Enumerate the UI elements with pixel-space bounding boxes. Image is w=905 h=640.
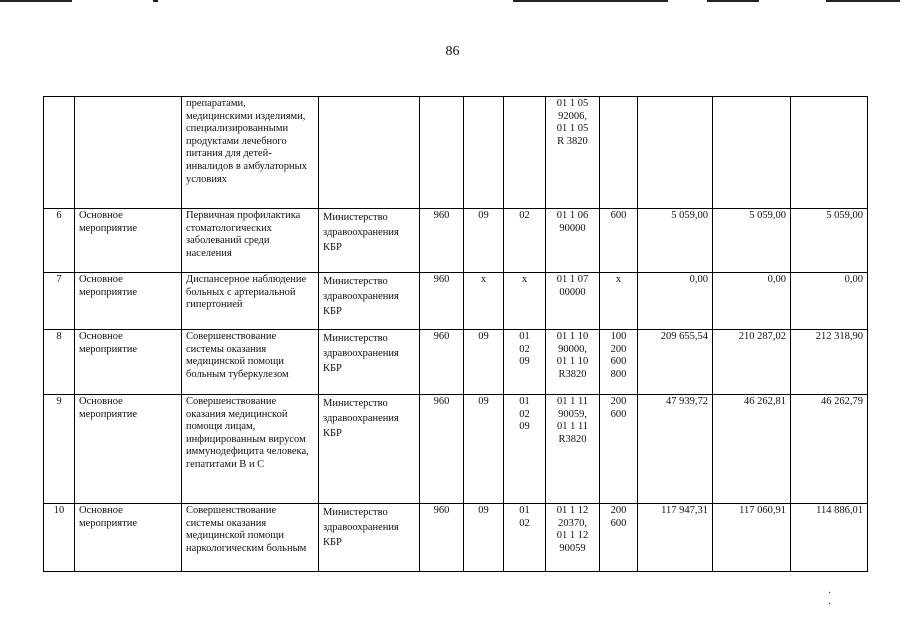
cell-amount-3 <box>791 97 868 209</box>
cell-podrazdel-line: 09 <box>519 356 530 368</box>
cell-expense-type <box>600 209 638 273</box>
cell-grbs: 960 <box>420 273 464 330</box>
cell-grbs: 960 <box>420 330 464 395</box>
cell-number: 10 <box>44 504 75 572</box>
cell-razdel: 09 <box>464 209 504 273</box>
cell-amount-1: 117 947,31 <box>638 504 713 572</box>
cell-grbs: 960 <box>420 395 464 504</box>
cell-target-article <box>546 273 600 330</box>
cell-responsible: Министерство здравоохранения КБР <box>319 504 420 572</box>
table-row <box>44 330 868 395</box>
cell-target-article-line: 90000, <box>558 343 587 355</box>
cell-expense-type-line: х <box>615 274 622 285</box>
cell-grbs: 960 <box>420 209 464 273</box>
cell-razdel: 09 <box>464 504 504 572</box>
cell-number: 7 <box>44 273 75 330</box>
cell-expense-type-line: 600 <box>610 210 627 221</box>
cell-event-name: Диспансерное наблюдение больных с артериальной гипертонией <box>182 273 319 330</box>
cell-podrazdel-line: 02 <box>519 343 530 355</box>
cell-target-article-line: R3820 <box>558 433 587 445</box>
cell-expense-type <box>600 395 638 504</box>
cell-amount-1 <box>638 97 713 209</box>
cell-podrazdel: 02 <box>504 209 546 273</box>
cell-target-article-line: 01 1 11 <box>556 396 589 407</box>
cell-grbs: 960 <box>420 504 464 572</box>
cell-podrazdel-line: 09 <box>519 421 530 433</box>
cell-podrazdel <box>504 395 546 504</box>
cell-target-article-line: 90059, <box>558 408 587 420</box>
cell-event-name: Совершенствование системы оказания медицинской помощи наркологическим больным <box>182 504 319 572</box>
cell-number: 9 <box>44 395 75 504</box>
cell-podrazdel <box>504 330 546 395</box>
cell-event-name: Первичная профилактика стоматологических заболеваний среди населения <box>182 209 319 273</box>
budget-table <box>43 96 868 572</box>
cell-number: 6 <box>44 209 75 273</box>
cell-razdel <box>464 97 504 209</box>
cell-responsible: Министерство здравоохранения КБР <box>319 209 420 273</box>
cell-amount-3: 114 886,01 <box>791 504 868 572</box>
cell-podrazdel-line: 02 <box>519 517 530 529</box>
cell-target-article <box>546 330 600 395</box>
cell-event-type: Основное мероприятие <box>75 395 182 504</box>
table-body <box>44 97 868 572</box>
cell-amount-1: 0,00 <box>638 273 713 330</box>
cell-expense-type-line: 800 <box>610 368 627 380</box>
cell-razdel: 09 <box>464 330 504 395</box>
cell-event-name: препаратами, медицинскими изделиями, специализированными продуктами лечебного питания для детей-инвалидов в амбулаторных условиях <box>182 97 319 209</box>
cell-grbs <box>420 97 464 209</box>
cell-target-article-line: 01 1 10 <box>556 331 589 342</box>
cell-expense-type-line: 200 <box>610 396 627 407</box>
cell-target-article <box>546 209 600 273</box>
cell-event-name: Совершенствование системы оказания медицинской помощи больным туберкулезом <box>182 330 319 395</box>
cell-target-article-line: 01 1 12 <box>556 530 589 542</box>
scan-artifact-line <box>0 0 72 2</box>
cell-amount-1: 5 059,00 <box>638 209 713 273</box>
cell-target-article-line: 90000 <box>559 222 586 234</box>
cell-target-article-line: 00000 <box>559 286 586 298</box>
cell-amount-3: 212 318,90 <box>791 330 868 395</box>
cell-event-type: Основное мероприятие <box>75 273 182 330</box>
cell-target-article-line: 90059 <box>559 542 586 554</box>
cell-expense-type-line: 200 <box>610 343 627 355</box>
cell-expense-type-line: 600 <box>610 356 627 368</box>
cell-podrazdel-line: 01 <box>519 396 530 407</box>
cell-expense-type <box>600 504 638 572</box>
cell-amount-3: 0,00 <box>791 273 868 330</box>
cell-expense-type-line: 200 <box>610 505 627 516</box>
cell-podrazdel <box>504 504 546 572</box>
cell-razdel: х <box>464 273 504 330</box>
scan-artifact-line <box>513 0 668 2</box>
cell-target-article-line: 92006, <box>558 110 587 122</box>
cell-responsible: Министерство здравоохранения КБР <box>319 395 420 504</box>
cell-number: 8 <box>44 330 75 395</box>
cell-podrazdel-line: 01 <box>519 331 530 342</box>
cell-amount-3: 5 059,00 <box>791 209 868 273</box>
cell-number <box>44 97 75 209</box>
cell-target-article <box>546 395 600 504</box>
cell-event-type: Основное мероприятие <box>75 330 182 395</box>
table-row <box>44 395 868 504</box>
cell-target-article-line: 01 1 05 <box>556 98 589 109</box>
cell-podrazdel <box>504 97 546 209</box>
cell-podrazdel-line: 01 <box>519 505 530 516</box>
cell-target-article-line: 01 1 07 <box>556 274 589 285</box>
scan-artifact-dash <box>153 0 158 2</box>
cell-expense-type-line: 600 <box>610 408 627 420</box>
cell-amount-2: 5 059,00 <box>713 209 791 273</box>
cell-target-article-line: 01 1 06 <box>556 210 589 221</box>
cell-target-article-line: 01 1 05 <box>556 123 589 135</box>
cell-podrazdel: х <box>504 273 546 330</box>
page-number: 86 <box>445 44 460 59</box>
cell-target-article-line: R3820 <box>558 368 587 380</box>
cell-target-article-line: 01 1 12 <box>556 505 589 516</box>
cell-expense-type <box>600 330 638 395</box>
scan-corner-marks: · · <box>828 588 862 610</box>
table-row <box>44 504 868 572</box>
table-row <box>44 273 868 330</box>
cell-amount-2: 210 287,02 <box>713 330 791 395</box>
table-row <box>44 97 868 209</box>
cell-amount-3: 46 262,79 <box>791 395 868 504</box>
cell-target-article-line: 20370, <box>558 517 587 529</box>
cell-expense-type <box>600 273 638 330</box>
cell-amount-2: 0,00 <box>713 273 791 330</box>
cell-podrazdel-line: 02 <box>519 408 530 420</box>
cell-target-article-line: R 3820 <box>557 135 588 147</box>
cell-expense-type-line: 600 <box>610 517 627 529</box>
cell-event-type: Основное мероприятие <box>75 504 182 572</box>
cell-responsible: Министерство здравоохранения КБР <box>319 273 420 330</box>
cell-target-article <box>546 504 600 572</box>
table-row <box>44 209 868 273</box>
cell-event-name: Совершенствование оказания медицинской помощи лицам, инфицированным вирусом иммунодефицита человека, гепатитами В и С <box>182 395 319 504</box>
cell-responsible <box>319 97 420 209</box>
cell-expense-type <box>600 97 638 209</box>
scan-artifact-line <box>707 0 759 2</box>
cell-amount-2 <box>713 97 791 209</box>
cell-target-article-line: 01 1 11 <box>556 421 589 433</box>
cell-target-article-line: 01 1 10 <box>556 356 589 368</box>
cell-target-article <box>546 97 600 209</box>
cell-responsible: Министерство здравоохранения КБР <box>319 330 420 395</box>
cell-amount-1: 209 655,54 <box>638 330 713 395</box>
cell-amount-2: 46 262,81 <box>713 395 791 504</box>
cell-amount-1: 47 939,72 <box>638 395 713 504</box>
cell-event-type <box>75 97 182 209</box>
cell-event-type: Основное мероприятие <box>75 209 182 273</box>
cell-razdel: 09 <box>464 395 504 504</box>
scan-artifact-line <box>826 0 900 2</box>
cell-amount-2: 117 060,91 <box>713 504 791 572</box>
cell-expense-type-line: 100 <box>610 331 627 342</box>
